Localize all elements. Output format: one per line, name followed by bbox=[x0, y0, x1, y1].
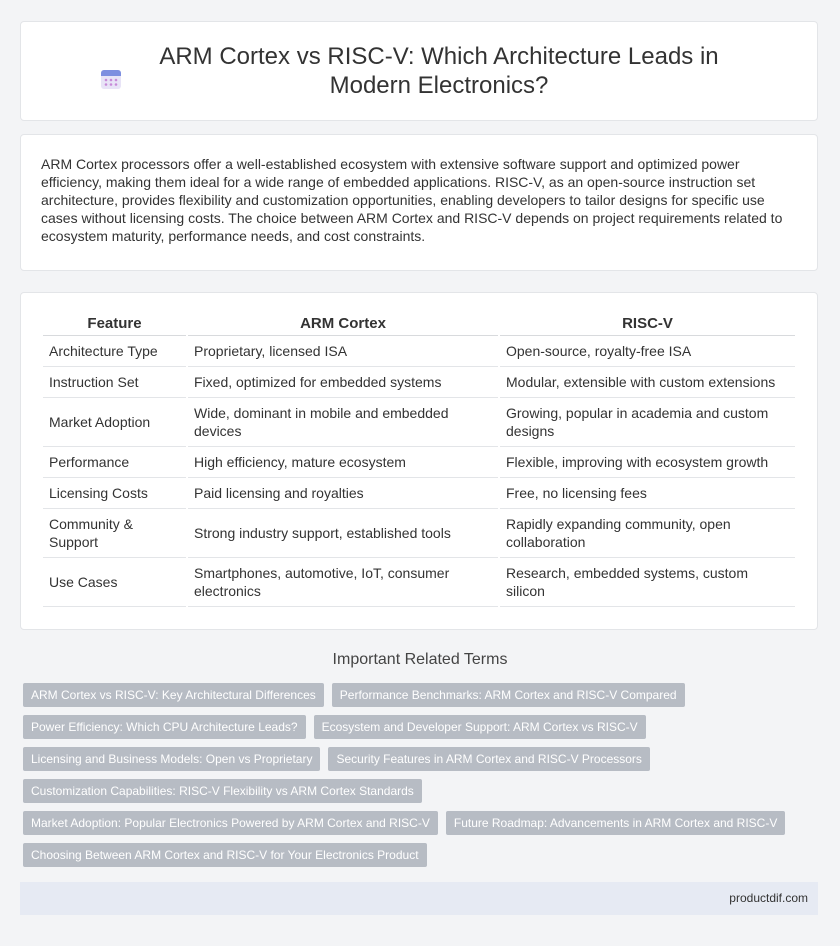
risc-v-cell: Open-source, royalty-free ISA bbox=[500, 336, 795, 367]
footer-site-link[interactable]: productdif.com bbox=[729, 891, 808, 905]
arm-cortex-cell: Fixed, optimized for embedded systems bbox=[188, 367, 498, 398]
risc-v-cell: Rapidly expanding community, open collaboration bbox=[500, 509, 795, 558]
title-card bbox=[20, 21, 818, 121]
feature-cell: Architecture Type bbox=[43, 336, 186, 367]
comparison-card bbox=[20, 292, 818, 630]
risc-v-cell: Modular, extensible with custom extensions bbox=[500, 367, 795, 398]
arm-cortex-cell: Paid licensing and royalties bbox=[188, 478, 498, 509]
related-terms-list bbox=[23, 683, 813, 875]
feature-cell: Performance bbox=[43, 447, 186, 478]
feature-cell: Market Adoption bbox=[43, 398, 186, 447]
calendar-icon bbox=[99, 67, 123, 91]
tag-row bbox=[23, 811, 813, 835]
feature-cell: Instruction Set bbox=[43, 367, 186, 398]
footer bbox=[20, 882, 818, 915]
risc-v-cell: Research, embedded systems, custom silicon bbox=[500, 558, 795, 607]
table-row bbox=[43, 447, 795, 478]
intro-paragraph: ARM Cortex processors offer a well-established ecosystem with extensive software support and optimized power efficiency, making them ideal for a wide range of embedded applications. RISC-V, as an open-source instruction set architecture, provides flexibility and customization opportunities, enabling developers to tailor designs for specific use cases without licensing costs. The choice between ARM Cortex and RISC-V depends on project requirements related to ecosystem maturity, performance needs, and cost constraints. bbox=[41, 156, 783, 244]
arm-cortex-cell: Wide, dominant in mobile and embedded devices bbox=[188, 398, 498, 447]
comparison-table bbox=[41, 311, 797, 607]
related-term-link[interactable]: Ecosystem and Developer Support: ARM Cortex vs RISC-V bbox=[314, 715, 646, 739]
table-row bbox=[43, 478, 795, 509]
arm-cortex-cell: Strong industry support, established tools bbox=[188, 509, 498, 558]
related-term-link[interactable]: Performance Benchmarks: ARM Cortex and RISC-V Compared bbox=[332, 683, 685, 707]
header-arm-cortex: ARM Cortex bbox=[188, 311, 498, 336]
arm-cortex-cell: Smartphones, automotive, IoT, consumer electronics bbox=[188, 558, 498, 607]
feature-cell: Community & Support bbox=[43, 509, 186, 558]
related-term-link[interactable]: Power Efficiency: Which CPU Architecture Leads? bbox=[23, 715, 306, 739]
risc-v-cell: Growing, popular in academia and custom designs bbox=[500, 398, 795, 447]
table-row bbox=[43, 558, 795, 607]
tag-row bbox=[23, 683, 813, 707]
tag-row bbox=[23, 779, 813, 803]
tag-row bbox=[23, 747, 813, 771]
related-terms-heading: Important Related Terms bbox=[332, 651, 508, 668]
related-term-link[interactable]: Choosing Between ARM Cortex and RISC-V for Your Electronics Product bbox=[23, 843, 427, 867]
arm-cortex-cell: Proprietary, licensed ISA bbox=[188, 336, 498, 367]
title-wrap bbox=[39, 42, 799, 100]
related-term-link[interactable]: Licensing and Business Models: Open vs Proprietary bbox=[23, 747, 320, 771]
header-feature: Feature bbox=[43, 311, 186, 336]
tag-row bbox=[23, 715, 813, 739]
related-term-link[interactable]: Future Roadmap: Advancements in ARM Cortex and RISC-V bbox=[446, 811, 785, 835]
intro-card bbox=[20, 134, 818, 271]
table-row bbox=[43, 367, 795, 398]
related-term-link[interactable]: Customization Capabilities: RISC-V Flexibility vs ARM Cortex Standards bbox=[23, 779, 422, 803]
table-header-row bbox=[43, 311, 795, 336]
related-term-link[interactable]: ARM Cortex vs RISC-V: Key Architectural Differences bbox=[23, 683, 324, 707]
table-row bbox=[43, 336, 795, 367]
feature-cell: Use Cases bbox=[43, 558, 186, 607]
related-term-link[interactable]: Market Adoption: Popular Electronics Powered by ARM Cortex and RISC-V bbox=[23, 811, 438, 835]
related-term-link[interactable]: Security Features in ARM Cortex and RISC-V Processors bbox=[328, 747, 649, 771]
header-risc-v: RISC-V bbox=[500, 311, 795, 336]
tag-row bbox=[23, 843, 813, 867]
page-title: ARM Cortex vs RISC-V: Which Architecture Leads in Modern Electronics? bbox=[159, 43, 719, 99]
feature-cell: Licensing Costs bbox=[43, 478, 186, 509]
risc-v-cell: Flexible, improving with ecosystem growth bbox=[500, 447, 795, 478]
risc-v-cell: Free, no licensing fees bbox=[500, 478, 795, 509]
arm-cortex-cell: High efficiency, mature ecosystem bbox=[188, 447, 498, 478]
table-row bbox=[43, 509, 795, 558]
table-row bbox=[43, 398, 795, 447]
